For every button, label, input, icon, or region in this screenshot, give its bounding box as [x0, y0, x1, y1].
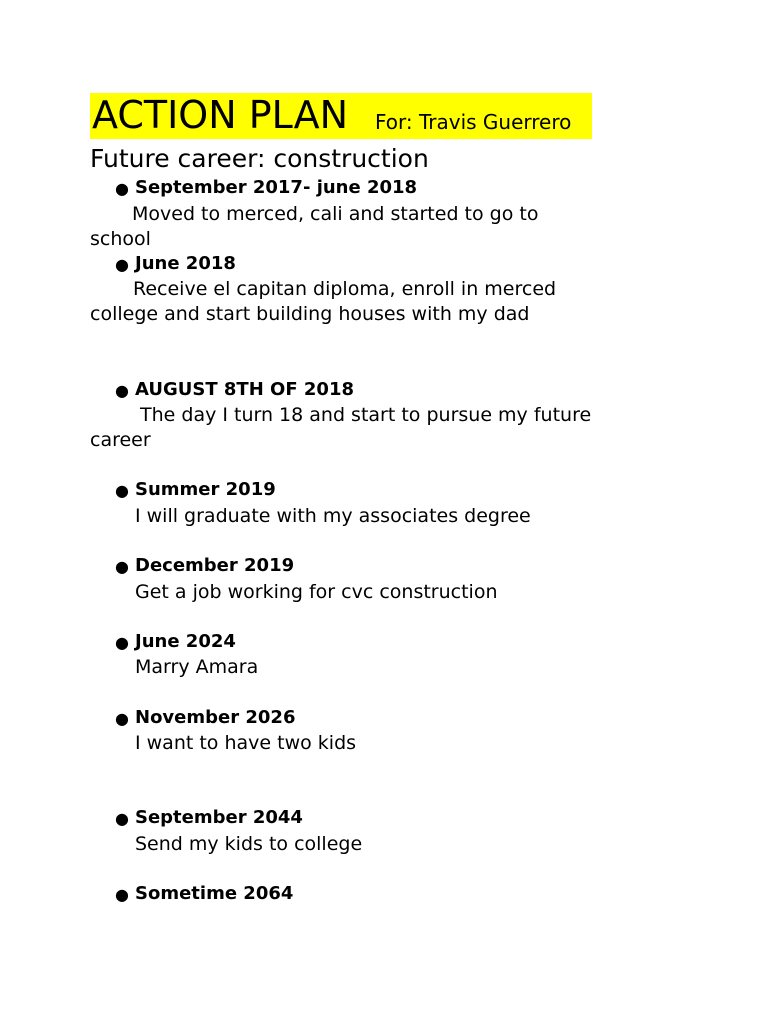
item-description-line: Send my kids to college [135, 833, 363, 855]
item-date: November 2026 [135, 707, 296, 728]
item-description-line: I want to have two kids [135, 732, 357, 754]
item-description-line: Get a job working for cvc construction [135, 581, 498, 603]
item-description [90, 504, 690, 529]
bullet-icon: ● [115, 885, 129, 904]
bullet-icon: ● [115, 481, 129, 500]
item-description-line: career [90, 429, 151, 451]
item-date: December 2019 [135, 555, 295, 576]
item-description-line: Marry Amara [135, 656, 259, 678]
item-description-line: I will graduate with my associates degree [135, 505, 531, 527]
item-date: September 2017- june 2018 [135, 177, 418, 198]
future-career-heading: Future career: construction [90, 144, 429, 173]
item-description [90, 731, 690, 756]
item-description [90, 580, 690, 605]
item-description-line: Receive el capitan diploma, enroll in merced [133, 278, 557, 300]
item-date: June 2024 [135, 631, 236, 652]
item-description-line: school [90, 228, 151, 250]
item-date: Sometime 2064 [135, 883, 294, 904]
item-description [90, 403, 690, 453]
item-description-line: college and start building houses with my dad [90, 303, 530, 325]
bullet-icon: ● [115, 381, 129, 400]
item-description [90, 277, 690, 327]
item-date: Summer 2019 [135, 479, 276, 500]
item-description-line: The day I turn 18 and start to pursue my future [140, 404, 592, 426]
item-date: September 2044 [135, 807, 303, 828]
bullet-icon: ● [115, 809, 129, 828]
item-description [90, 202, 690, 252]
bullet-icon: ● [115, 633, 129, 652]
item-description [90, 655, 690, 680]
bullet-icon: ● [115, 709, 129, 728]
bullet-icon: ● [115, 557, 129, 576]
item-description-line: Moved to merced, cali and started to go to [132, 203, 539, 225]
author-line: For: Travis Guerrero [375, 110, 572, 134]
page-title: ACTION PLAN [92, 93, 349, 137]
bullet-icon: ● [115, 179, 129, 198]
item-date: June 2018 [135, 253, 236, 274]
item-date: AUGUST 8TH OF 2018 [135, 379, 354, 400]
item-description [90, 832, 690, 857]
bullet-icon: ● [115, 255, 129, 274]
